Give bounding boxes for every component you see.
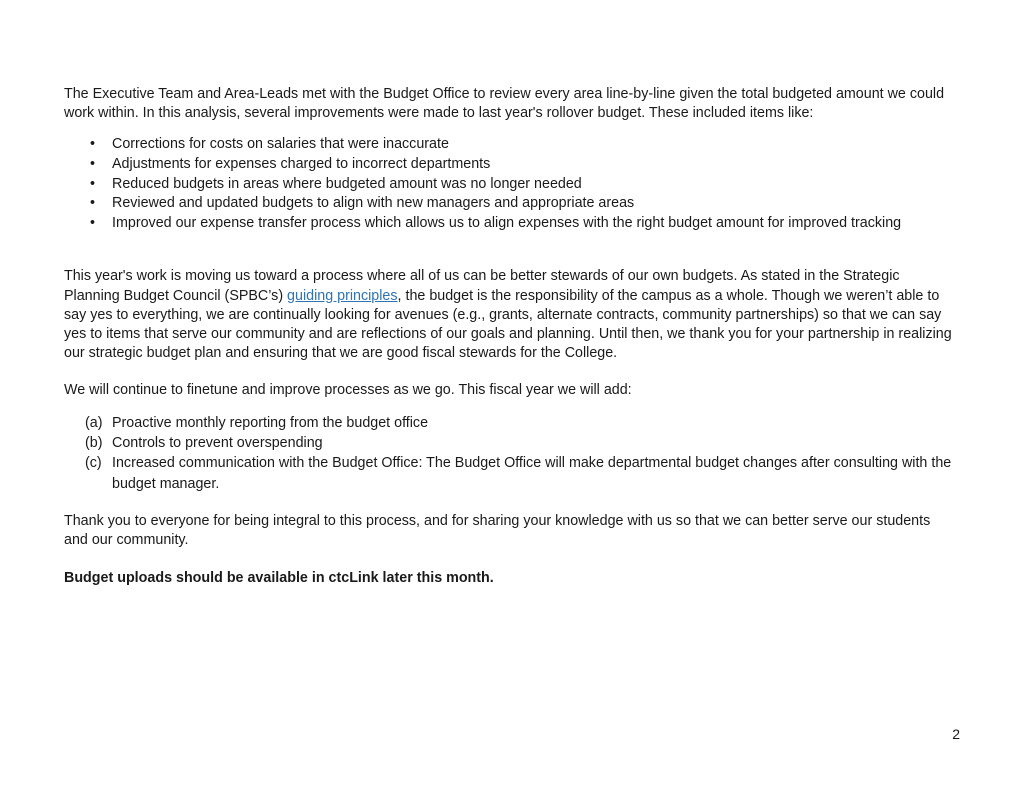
bullet-icon: • [90,136,96,153]
spacer [64,363,958,381]
bullet-icon: • [90,214,96,231]
list-item-marker: (a) [85,414,103,431]
list-item-text: Corrections for costs on salaries that were inaccurate [112,136,449,153]
paragraph-finetune: We will continue to finetune and improve processes as we go. This fiscal year we will add: [64,382,632,399]
list-item-text: Reduced budgets in areas where budgeted amount was no longer needed [112,175,582,192]
list-item [64,413,958,433]
list-item [64,433,958,453]
list-item-marker: (c) [85,455,102,472]
spacer [64,123,958,135]
spacer [64,255,958,267]
list-item-text: Reviewed and updated budgets to align with new managers and appropriate areas [112,195,635,212]
list-item-text: Increased communication with the Budget Office: The Budget Office will make departmental budget changes after consulting with the budget manager. [112,455,952,492]
paragraph-stewardship-part2: , the budget is the responsibility of the campus as a whole. Though we weren’t able to say yes to everything, we are continually looking for avenues (e.g., grants, alternate contracts, community partnerships) so that we can say yes to items that serve our community and are reflections of our goals and planning. Until then, we thank you for your partnership in realizing our strategic budget plan and ensuring that we are good fiscal stewards for the College. [64,287,952,362]
list-item-marker: (b) [85,435,103,451]
bullet-icon: • [90,156,96,172]
list-item [64,453,958,494]
additions-alpha-list [64,413,958,495]
bullet-icon: • [90,195,96,212]
bullet-icon: • [90,175,96,192]
spacer [64,233,958,255]
list-item-text: Proactive monthly reporting from the budget office [112,414,429,431]
list-item-text: Controls to prevent overspending [112,435,323,451]
list-item [64,135,958,155]
spacer [64,494,958,512]
improvements-bullet-list [64,135,958,233]
page-number: 2 [952,726,960,742]
paragraph-intro: The Executive Team and Area-Leads met with the Budget Office to review every area line-by-line given the total budgeted amount we could work within. In this analysis, several improvements were made to last year's rollover budget. These included items like: [64,86,945,122]
paragraph-stewardship [64,267,958,363]
spacer [64,551,958,569]
list-item [64,175,958,195]
spacer [64,401,958,413]
list-item [64,194,958,214]
paragraph-thank-you: Thank you to everyone for being integral to this process, and for sharing your knowledge with us so that we can better serve our students and our community. [64,513,931,549]
list-item-text: Adjustments for expenses charged to incorrect departments [112,156,491,172]
list-item-text: Improved our expense transfer process which allows us to align expenses with the right budget amount for improved tracking [112,214,902,231]
document-body [64,85,958,588]
paragraph-stewardship-part1: This year's work is moving us toward a process where all of us can be better stewards of our own budgets. As stated in the Strategic Planning Budget Council (SPBC’s) [64,268,900,304]
guiding-principles-link[interactable]: guiding principles [287,287,398,304]
closing-statement: Budget uploads should be available in ctcLink later this month. [64,569,494,586]
list-item [64,155,958,175]
list-item [64,214,958,234]
